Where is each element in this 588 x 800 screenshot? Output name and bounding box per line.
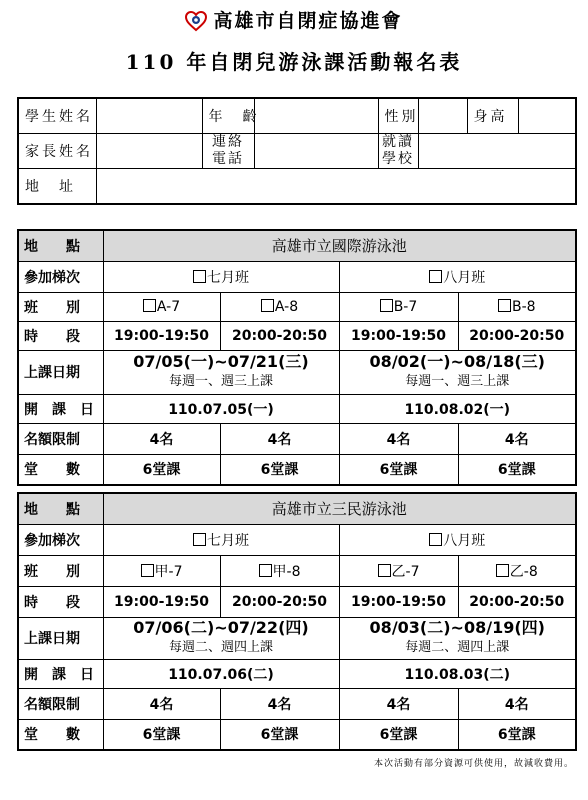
time-slot: 19:00-19:50 <box>339 321 458 350</box>
contact-phone-field[interactable] <box>254 134 378 169</box>
age-field[interactable] <box>254 98 378 134</box>
lessons-value: 6堂課 <box>339 719 458 750</box>
quota-value: 4名 <box>339 688 458 719</box>
parent-name-label: 家長姓名 <box>18 134 96 169</box>
form-title: 110 年自閉兒游泳課活動報名表 <box>125 50 463 74</box>
date-range: 07/05(一)~07/21(三) 每週一、週三上課 <box>103 350 339 394</box>
start-label: 開 課 日 <box>18 394 103 423</box>
checkbox-icon[interactable] <box>259 564 272 577</box>
start-date: 110.07.05(一) <box>103 394 339 423</box>
quota-value: 4名 <box>103 423 220 454</box>
location-label: 地 點 <box>18 230 103 261</box>
class-option[interactable]: B-7 <box>339 292 458 321</box>
heart-logo-icon <box>185 11 207 36</box>
student-name-field[interactable] <box>96 98 202 134</box>
organization-text: 高雄市自閉症協進會 <box>213 10 403 32</box>
time-slot: 19:00-19:50 <box>103 321 220 350</box>
checkbox-icon[interactable] <box>429 270 442 283</box>
time-slot: 19:00-19:50 <box>339 586 458 617</box>
time-slot: 20:00-20:50 <box>220 586 339 617</box>
height-field[interactable] <box>518 98 576 134</box>
quota-value: 4名 <box>103 688 220 719</box>
lessons-value: 6堂課 <box>220 454 339 485</box>
address-label: 地 址 <box>18 169 96 205</box>
age-label: 年 齡 <box>202 98 254 134</box>
start-date: 110.08.03(二) <box>339 659 576 688</box>
dates-label: 上課日期 <box>18 617 103 659</box>
date-range: 07/06(二)~07/22(四) 每週二、週四上課 <box>103 617 339 659</box>
quota-value: 4名 <box>458 423 576 454</box>
location-name: 高雄市立三民游泳池 <box>103 493 576 524</box>
lessons-value: 6堂課 <box>103 454 220 485</box>
quota-label: 名額限制 <box>18 423 103 454</box>
class-option[interactable]: 乙-7 <box>339 555 458 586</box>
start-label: 開 課 日 <box>18 659 103 688</box>
location-name: 高雄市立國際游泳池 <box>103 230 576 261</box>
class-option[interactable]: A-7 <box>103 292 220 321</box>
checkbox-icon[interactable] <box>429 533 442 546</box>
location-label: 地 點 <box>18 493 103 524</box>
lessons-value: 6堂課 <box>458 454 576 485</box>
time-label: 時 段 <box>18 321 103 350</box>
lessons-value: 6堂課 <box>103 719 220 750</box>
checkbox-icon[interactable] <box>261 299 274 312</box>
gender-label: 性別 <box>378 98 418 134</box>
student-info-table <box>17 97 577 205</box>
session-label: 參加梯次 <box>18 524 103 555</box>
start-date: 110.08.02(一) <box>339 394 576 423</box>
organization-name <box>0 6 588 36</box>
quota-value: 4名 <box>458 688 576 719</box>
checkbox-icon[interactable] <box>380 299 393 312</box>
quota-label: 名額限制 <box>18 688 103 719</box>
session-label: 參加梯次 <box>18 261 103 292</box>
time-slot: 20:00-20:50 <box>458 321 576 350</box>
lessons-label: 堂 數 <box>18 719 103 750</box>
class-option[interactable]: B-8 <box>458 292 576 321</box>
class-option[interactable]: 甲-7 <box>103 555 220 586</box>
checkbox-icon[interactable] <box>141 564 154 577</box>
student-name-label: 學生姓名 <box>18 98 96 134</box>
time-label: 時 段 <box>18 586 103 617</box>
time-slot: 20:00-20:50 <box>220 321 339 350</box>
month-option-august[interactable]: 八月班 <box>339 524 576 555</box>
start-date: 110.07.06(二) <box>103 659 339 688</box>
dates-label: 上課日期 <box>18 350 103 394</box>
footnote: 本次活動有部分資源可供使用，故減收費用。 <box>373 759 574 769</box>
parent-name-field[interactable] <box>96 134 202 169</box>
address-field[interactable] <box>96 169 576 205</box>
school-label: 就讀 學校 <box>378 134 418 169</box>
checkbox-icon[interactable] <box>498 299 511 312</box>
lessons-value: 6堂課 <box>458 719 576 750</box>
lessons-label: 堂 數 <box>18 454 103 485</box>
checkbox-icon[interactable] <box>143 299 156 312</box>
checkbox-icon[interactable] <box>496 564 509 577</box>
date-range: 08/03(二)~08/19(四) 每週二、週四上課 <box>339 617 576 659</box>
class-option[interactable]: A-8 <box>220 292 339 321</box>
class-option[interactable]: 甲-8 <box>220 555 339 586</box>
gender-field[interactable] <box>418 98 467 134</box>
checkbox-icon[interactable] <box>193 533 206 546</box>
class-option[interactable]: 乙-8 <box>458 555 576 586</box>
month-option-july[interactable]: 七月班 <box>103 261 339 292</box>
quota-value: 4名 <box>220 423 339 454</box>
checkbox-icon[interactable] <box>193 270 206 283</box>
month-option-august[interactable]: 八月班 <box>339 261 576 292</box>
lessons-value: 6堂課 <box>339 454 458 485</box>
date-range: 08/02(一)~08/18(三) 每週一、週三上課 <box>339 350 576 394</box>
height-label: 身高 <box>467 98 518 134</box>
quota-value: 4名 <box>220 688 339 719</box>
time-slot: 19:00-19:50 <box>103 586 220 617</box>
lessons-value: 6堂課 <box>220 719 339 750</box>
time-slot: 20:00-20:50 <box>458 586 576 617</box>
form-header <box>0 0 588 90</box>
class-label: 班 別 <box>18 555 103 586</box>
class-label: 班 別 <box>18 292 103 321</box>
contact-phone-label: 連絡 電話 <box>202 134 254 169</box>
school-field[interactable] <box>418 134 576 169</box>
checkbox-icon[interactable] <box>378 564 391 577</box>
quota-value: 4名 <box>339 423 458 454</box>
course-table-sanmin <box>17 492 577 751</box>
month-option-july[interactable]: 七月班 <box>103 524 339 555</box>
course-table-guoji <box>17 229 577 486</box>
